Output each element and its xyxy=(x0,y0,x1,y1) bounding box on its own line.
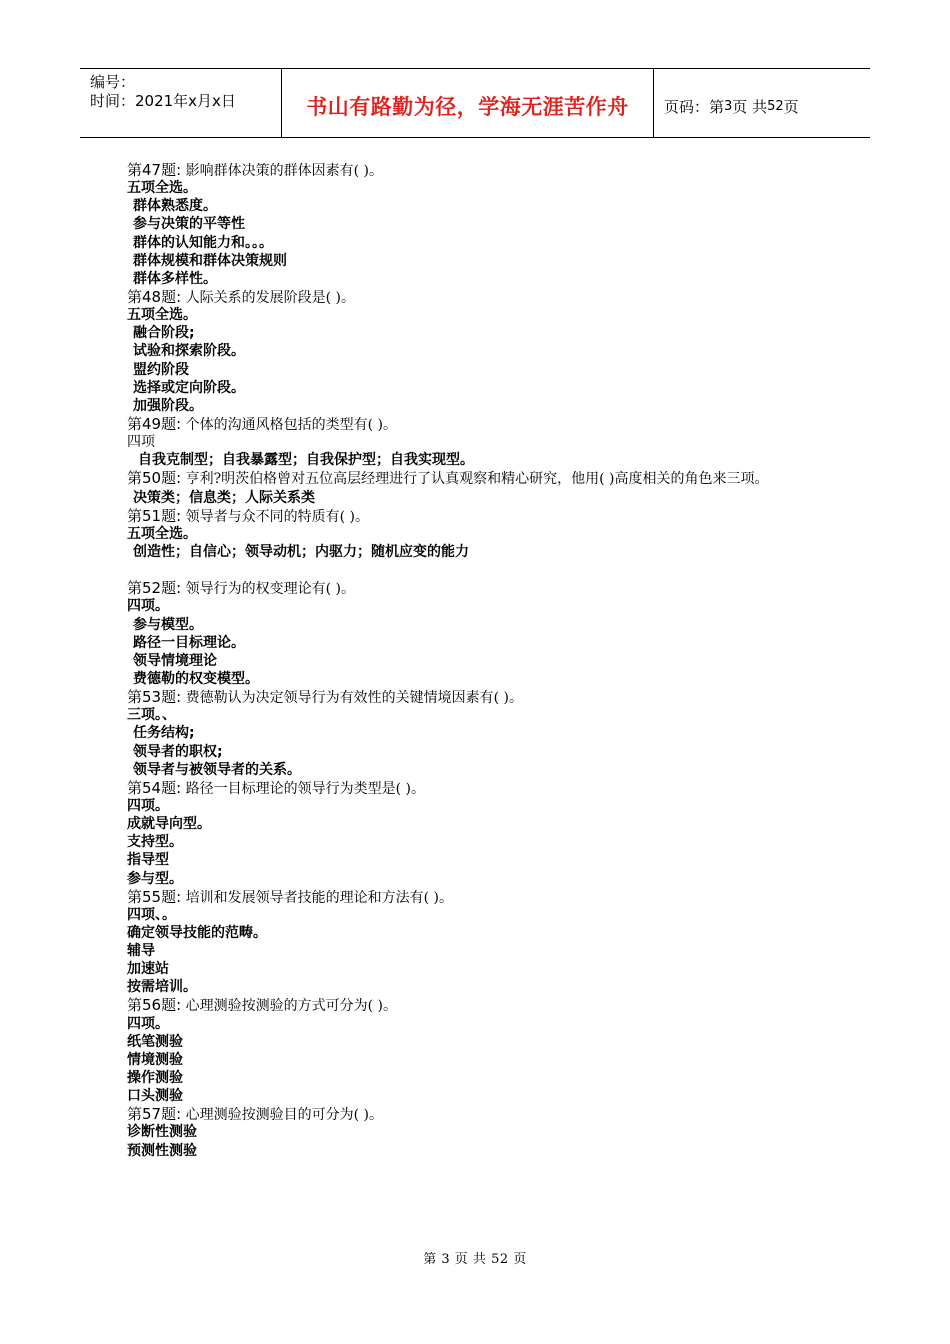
question-number: 第54题: xyxy=(127,778,182,797)
header-motto: 书山有路勤为径，学海无涯苦作舟 xyxy=(282,69,654,137)
answer-line: 成就导向型。 xyxy=(127,816,211,833)
question-line xyxy=(127,888,847,906)
header-page-code xyxy=(654,69,870,137)
answer-line: 三项。、 xyxy=(127,707,176,724)
footer-prefix: 第 xyxy=(423,1252,437,1267)
answer-line: 群体的认知能力和。。。 xyxy=(133,234,273,251)
question-text: 影响群体决策的群体因素有( )。 xyxy=(185,163,383,179)
question-list xyxy=(127,161,847,1160)
footer-current-page: 3 xyxy=(441,1252,451,1267)
answer-line: 支持型。 xyxy=(127,834,183,851)
answer-line: 群体熟悉度。 xyxy=(133,198,217,215)
answer-line: 加速站 xyxy=(127,961,169,978)
answer-line: 决策类；信息类；人际关系类 xyxy=(133,489,315,506)
page-code-current: 3 xyxy=(724,98,733,114)
page-code-prefix: 页码：第 xyxy=(664,97,725,116)
answer-line: 情境测验 xyxy=(127,1051,183,1068)
question-line xyxy=(127,688,847,706)
question-number: 第49题: xyxy=(127,414,182,433)
question-number: 第47题: xyxy=(127,161,182,179)
answer-line: 五项全选。 xyxy=(127,180,197,197)
question-text: 领导者与众不同的特质有( )。 xyxy=(185,508,369,525)
question-number: 第48题: xyxy=(127,287,182,306)
question-text: 领导行为的权变理论有( )。 xyxy=(185,581,355,598)
answer-line: 指导型 xyxy=(127,852,169,869)
question-line xyxy=(127,1105,847,1123)
question-number: 第53题: xyxy=(127,688,182,707)
question-text: 费德勒认为决定领导行为有效性的关键情境因素有( )。 xyxy=(185,690,523,707)
answer-line: 五项全选。 xyxy=(127,525,197,542)
answer-line: 融合阶段; xyxy=(133,325,195,342)
answer-line: 试验和探索阶段。 xyxy=(133,343,245,360)
page-code-mid: 页 共 xyxy=(732,97,768,116)
doc-number-label: 编号： xyxy=(90,73,136,91)
blank-line xyxy=(127,561,847,579)
answer-line: 费德勒的权变模型。 xyxy=(133,670,259,687)
date-label: 时间：2021年x月x日 xyxy=(90,92,236,110)
answer-line: 群体规模和群体决策规则 xyxy=(133,252,287,269)
question-text: 心理测验按测验目的可分为( )。 xyxy=(185,1107,383,1124)
answer-line: 参与决策的平等性 xyxy=(133,216,245,233)
question-line xyxy=(127,779,847,797)
answer-line: 任务结构; xyxy=(133,725,195,742)
page-footer xyxy=(0,1248,950,1267)
question-text: 人际关系的发展阶段是( )。 xyxy=(185,289,355,306)
question-text: 个体的沟通风格包括的类型有( )。 xyxy=(185,416,397,433)
question-line xyxy=(127,507,847,525)
page-header xyxy=(80,68,870,138)
answer-line: 四项。 xyxy=(127,598,169,615)
question-text: 亨利?明茨伯格曾对五位高层经理进行了认真观察和精心研究，他用( )高度相关的角色来三项。 xyxy=(185,471,769,488)
question-line xyxy=(127,579,847,597)
answer-line: 领导者的职权; xyxy=(133,743,223,760)
answer-line: 确定领导技能的范畴。 xyxy=(127,924,267,941)
question-text: 培训和发展领导者技能的理论和方法有( )。 xyxy=(185,889,453,906)
question-line xyxy=(127,469,847,488)
page-code-total: 52 xyxy=(767,98,784,114)
answer-line: 四项。 xyxy=(127,797,169,814)
question-line xyxy=(127,161,847,179)
answer-line: 盟约阶段 xyxy=(133,361,189,378)
answer-line: 领导情境理论 xyxy=(133,652,217,669)
answer-line: 创造性；自信心；领导动机；内驱力；随机应变的能力 xyxy=(133,543,469,560)
answer-line: 辅导 xyxy=(127,943,155,960)
answer-line: 加强阶段。 xyxy=(133,397,203,414)
question-number: 第51题: xyxy=(127,506,182,525)
answer-line: 口头测验 xyxy=(127,1088,183,1105)
question-number: 第55题: xyxy=(127,887,182,906)
answer-line: 参与型。 xyxy=(127,870,183,887)
question-number: 第57题: xyxy=(127,1105,182,1124)
question-text: 路径一目标理论的领导行为类型是( )。 xyxy=(185,780,425,797)
answer-line: 诊断性测验 xyxy=(127,1124,197,1141)
footer-suffix: 页 xyxy=(513,1252,527,1267)
answer-line: 操作测验 xyxy=(127,1070,183,1087)
answer-line: 按需培训。 xyxy=(127,979,197,996)
question-line xyxy=(127,415,847,433)
question-number: 第52题: xyxy=(127,579,182,598)
question-number: 第56题: xyxy=(127,996,182,1015)
question-text: 心理测验按测验的方式可分为( )。 xyxy=(185,998,397,1015)
answer-line: 预测性测验 xyxy=(127,1142,197,1159)
answer-line: 四项。 xyxy=(127,1015,169,1032)
answer-line: 领导者与被领导者的关系。 xyxy=(133,761,301,778)
page-code-suffix: 页 xyxy=(783,97,799,116)
answer-line: 四项、。 xyxy=(127,906,176,923)
footer-mid: 页 共 xyxy=(454,1252,487,1267)
answer-line: 参与模型。 xyxy=(133,616,203,633)
answer-line: 纸笔测验 xyxy=(127,1033,183,1050)
answer-line: 五项全选。 xyxy=(127,307,197,324)
answer-count: 四项 xyxy=(127,434,155,451)
answer-line: 自我克制型；自我暴露型；自我保护型；自我实现型。 xyxy=(138,452,474,469)
question-line xyxy=(127,288,847,306)
answer-line: 群体多样性。 xyxy=(133,270,217,287)
question-line xyxy=(127,996,847,1014)
question-number: 第50题: xyxy=(127,469,182,488)
answer-line: 选择或定向阶段。 xyxy=(133,379,245,396)
header-meta xyxy=(80,69,282,137)
footer-total-pages: 52 xyxy=(491,1252,509,1267)
answer-line: 路径一目标理论。 xyxy=(133,634,245,651)
